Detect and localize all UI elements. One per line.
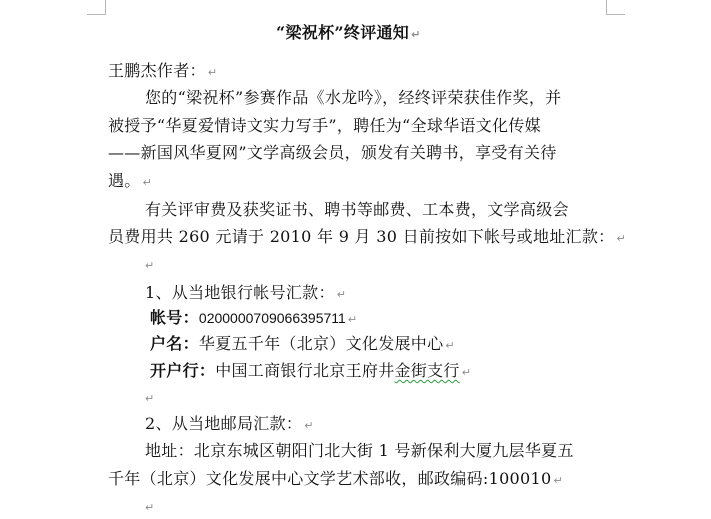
document-title bbox=[276, 23, 421, 45]
paragraph-mark-icon: ↵ bbox=[445, 339, 455, 352]
name-label: 户名： bbox=[150, 334, 199, 353]
crop-mark-top-left bbox=[87, 0, 106, 15]
paragraph-mark-icon: ↵ bbox=[336, 288, 347, 301]
post-heading bbox=[145, 414, 314, 436]
empty-paragraph-mark-icon: ↵ bbox=[145, 501, 155, 514]
bank-account-line bbox=[150, 308, 357, 330]
paragraph-mark-icon: ↵ bbox=[616, 232, 627, 245]
paragraph-mark-icon: ↵ bbox=[347, 313, 358, 326]
paragraph-mark-icon: ↵ bbox=[553, 474, 564, 487]
para2-line2-text: 员费用共 260 元请于 2010 年 9 月 30 日前按如下帐号或地址汇款： bbox=[108, 227, 615, 246]
para1-line2: 被授予“华夏爱情诗文实力写手”，聘任为“全球华语文化传媒 bbox=[108, 116, 541, 135]
account-value: 0200000709066395711 bbox=[198, 310, 346, 326]
paragraph-mark-icon: ↵ bbox=[142, 176, 153, 189]
para1-line4 bbox=[108, 171, 152, 193]
paragraph-mark-icon: ↵ bbox=[461, 366, 472, 379]
post-address-line2 bbox=[108, 469, 563, 491]
para2-line1: 有关评审费及获奖证书、聘书等邮费、工本费，文学高级会 bbox=[145, 200, 569, 219]
paragraph-mark-icon: ↵ bbox=[304, 419, 314, 432]
bank-branch-line bbox=[150, 361, 471, 383]
para2-line2 bbox=[108, 227, 626, 249]
salutation-text: 王鹏杰作者： bbox=[108, 61, 206, 80]
salutation bbox=[108, 61, 217, 83]
branch-value: 中国工商银行北京王府井 bbox=[215, 361, 395, 380]
branch-label: 开户行： bbox=[150, 361, 216, 380]
para1-line4-text: 遇。 bbox=[108, 171, 141, 190]
post-address-line2-text: 千年（北京）文化发展中心文学艺术部收，邮政编码:100010 bbox=[108, 469, 552, 488]
account-label: 帐号： bbox=[150, 308, 199, 327]
name-value: 华夏五千年（北京）文化发展中心 bbox=[198, 334, 444, 353]
para1-line1: 您的“梁祝杯”参赛作品《水龙吟》，经终评荣获佳作奖，并 bbox=[145, 88, 562, 107]
empty-paragraph-mark-icon: ↵ bbox=[145, 259, 155, 272]
grammar-flagged-text[interactable]: 金街支行 bbox=[394, 361, 460, 380]
crop-mark-top-right bbox=[606, 0, 625, 15]
post-heading-text: 2、从当地邮局汇款： bbox=[145, 414, 303, 433]
bank-heading bbox=[145, 283, 346, 305]
empty-paragraph-mark-icon: ↵ bbox=[145, 392, 155, 405]
bank-heading-text: 1、从当地银行帐号汇款： bbox=[145, 283, 335, 302]
paragraph-mark-icon: ↵ bbox=[207, 66, 218, 79]
paragraph-mark-icon: ↵ bbox=[411, 28, 421, 41]
para1-line3: ——新国风华夏网”文学高级会员，颁发有关聘书，享受有关待 bbox=[108, 143, 557, 162]
bank-name-line bbox=[150, 334, 455, 356]
title-text: “梁祝杯”终评通知 bbox=[276, 23, 410, 42]
post-address-line1: 地址：北京东城区朝阳门北大街 1 号新保利大厦九层华夏五 bbox=[145, 441, 574, 460]
